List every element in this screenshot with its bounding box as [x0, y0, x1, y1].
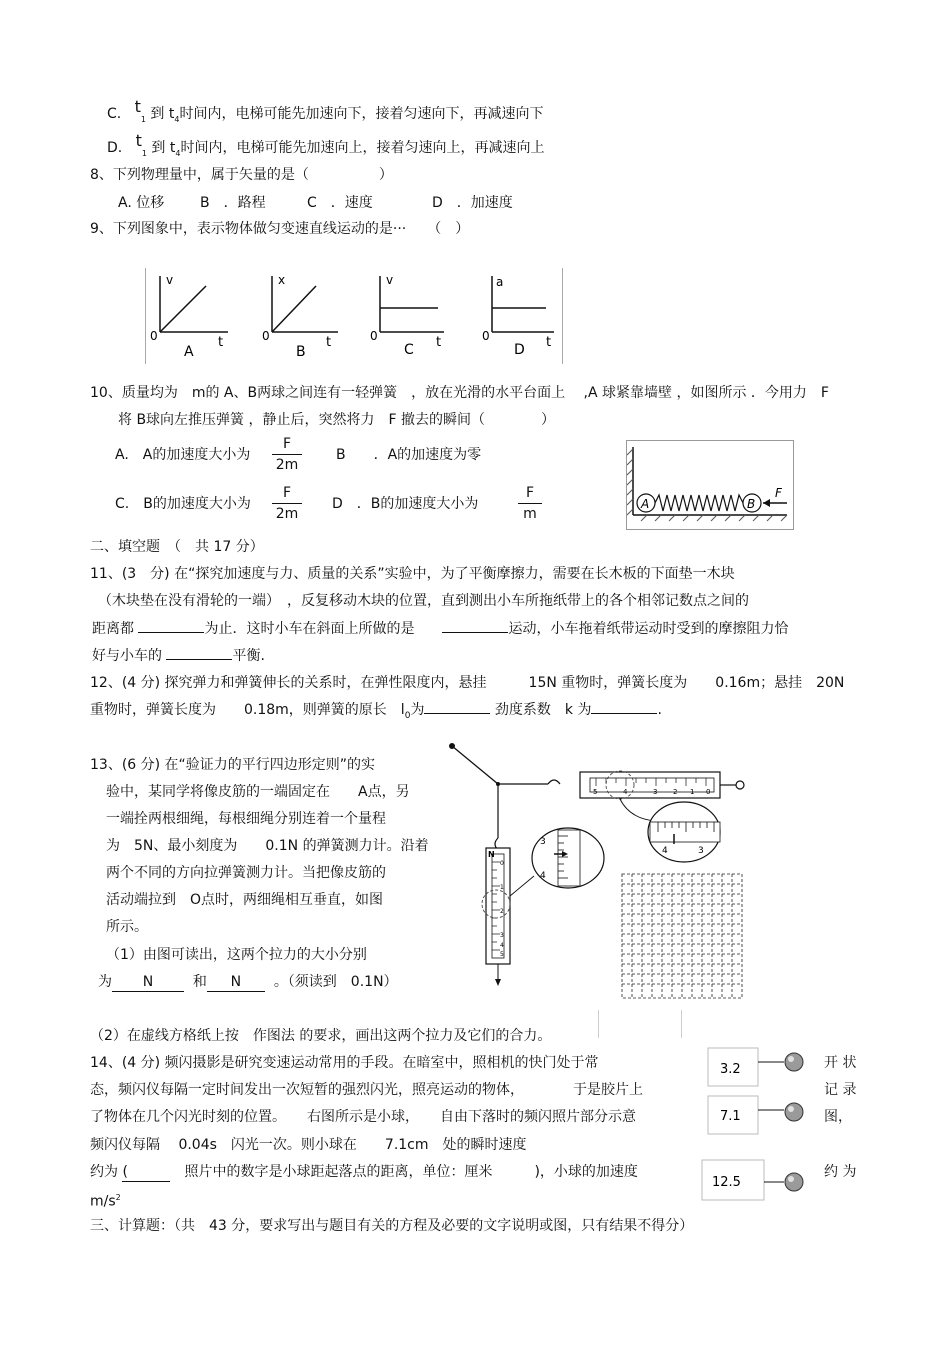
q9-graphs-svg — [146, 268, 562, 364]
q10-spring-figure — [626, 440, 794, 530]
q14-line3-right: 图， — [824, 1109, 852, 1125]
q11-line4: 好与小车的 平衡. — [92, 648, 265, 664]
svg-text:5: 5 — [593, 788, 598, 796]
q10-option-d: D ．B的加速度大小为 — [332, 496, 479, 512]
q13-figure-svg — [440, 736, 750, 1010]
q14-strobe-figure — [700, 1044, 820, 1204]
graph-d — [482, 275, 554, 358]
graph-c-xaxis: t — [436, 335, 442, 350]
q9-stem: 9、下列图象中，表示物体做匀变速直线运动的是··· （ ） — [90, 221, 470, 237]
dashed-grid-paper — [622, 874, 742, 998]
section-3-title: 三、计算题：（共 43 分，要求写出与题目有关的方程及必要的文字说明或图，只有结果不得分） — [90, 1218, 694, 1234]
graph-a-label: A — [184, 344, 194, 360]
svg-text:2: 2 — [500, 908, 504, 915]
horizontal-zoom — [648, 802, 720, 862]
ball-a-label: A — [641, 497, 650, 511]
q13-answer-line: 为 N 和 N 。（须读到 0.1N） — [98, 974, 398, 990]
q14-line4: 频闪仪每隔 0.04s 闪光一次。则小球在 7.1cm 处的瞬时速度 — [90, 1137, 527, 1153]
graph-c-origin: 0 — [370, 329, 378, 343]
q8-option-d: D ．加速度 — [432, 195, 513, 211]
q9-graphs — [145, 268, 563, 364]
q14-line2-right: 记 录 — [824, 1082, 857, 1098]
q10-line2: 将 B球向左推压弹簧 ，静止后，突然将力 F 撤去的瞬间（ ） — [118, 412, 556, 428]
svg-text:0: 0 — [706, 788, 711, 796]
q14-line1-right: 开 状 — [824, 1055, 857, 1071]
svg-text:4: 4 — [500, 942, 504, 949]
q14-line2: 态，频闪仪每隔一定时间发出一次短暂的强烈闪光，照亮运动的物体， 于是胶片上 — [90, 1082, 643, 1098]
horizontal-spring-balance — [580, 771, 744, 799]
svg-text:1: 1 — [500, 884, 504, 891]
q13-blank-1[interactable]: N — [112, 973, 184, 992]
q8-option-b: B ．路程 — [200, 195, 266, 211]
q11-line2: （木块垫在没有滑轮的一端） ，反复移动木块的位置，直到测出小车所拖纸带上的各个相邻记数点之间的 — [98, 593, 749, 609]
mark-12-5 — [702, 1160, 803, 1200]
graph-c-yaxis: v — [386, 273, 394, 287]
graph-a — [150, 273, 228, 360]
graph-c-label: C — [404, 342, 414, 358]
q13-part2: （2）在虚线方格纸上按 作图法 的要求，画出这两个拉力及它们的合力。 — [90, 1028, 552, 1044]
q10-spring-svg — [627, 441, 793, 529]
q13-line-1: 验中，某同学将像皮筋的一端固定在 A点，另 — [106, 784, 410, 800]
q8-option-c: C ．速度 — [307, 195, 373, 211]
svg-text:7.1: 7.1 — [720, 1109, 741, 1124]
q8-stem: 8、下列物理量中，属于矢量的是（ ） — [90, 167, 393, 183]
q13-figure-edge — [598, 1010, 682, 1038]
q11-blank-1[interactable] — [138, 632, 204, 633]
section-2-title: 二、填空题 （ 共 17 分） — [90, 539, 264, 555]
graph-d-origin: 0 — [482, 329, 490, 343]
graph-a-yaxis: v — [166, 273, 174, 287]
q11-line3: 距离都 为止．这时小车在斜面上所做的是 运动，小车拖着纸带运动时受到的摩擦阻力恰 — [92, 621, 789, 637]
q14-line5-right: 约 为 — [824, 1164, 857, 1180]
mark-3-2 — [708, 1048, 803, 1086]
svg-text:3: 3 — [500, 932, 504, 939]
q13-line-3: 为 5N、最小刻度为 0.1N 的弹簧测力计。沿着 — [106, 838, 429, 854]
q11-blank-3[interactable] — [166, 659, 232, 660]
vertical-spring-balance — [482, 848, 510, 986]
graph-b-xaxis: t — [326, 335, 332, 350]
graph-b — [262, 273, 338, 360]
svg-text:4: 4 — [662, 846, 668, 856]
q10-option-a-fraction: $\frac{F}{2m}$ — [272, 436, 302, 473]
q8-option-a: A. 位移 — [118, 195, 165, 211]
q13-line-6: 所示。 — [106, 919, 148, 935]
graph-b-yaxis: x — [278, 273, 286, 287]
graph-d-label: D — [514, 342, 525, 358]
q10-option-b: B ．A的加速度为零 — [336, 447, 482, 463]
svg-text:4: 4 — [623, 788, 628, 796]
q7-option-d: D. $t_1$ 到 $t_4$时间内，电梯可能先加速向上，接着匀速向上，再减速向上 — [107, 131, 545, 158]
graph-a-origin: 0 — [150, 329, 158, 343]
graph-b-origin: 0 — [262, 329, 270, 343]
svg-text:2: 2 — [673, 788, 678, 796]
graph-d-xaxis: t — [546, 335, 552, 350]
q12-line2: 重物时，弹簧长度为 0.18m，则弹簧的原长 $l_0$为 劲度系数 k 为 . — [90, 702, 662, 721]
q12-blank-length[interactable] — [424, 713, 490, 714]
svg-text:3: 3 — [698, 846, 704, 856]
q11-blank-2[interactable] — [442, 632, 508, 633]
svg-text:3: 3 — [653, 788, 658, 796]
q13-line-0: 13、(6 分) 在“验证力的平行四边形定则”的实 — [90, 757, 376, 773]
q14-line1: 14、(4 分) 频闪摄影是研究变速运动常用的手段。在暗室中，照相机的快门处于常 — [90, 1055, 599, 1071]
graph-d-yaxis: a — [496, 275, 504, 289]
q12-blank-k[interactable] — [591, 713, 657, 714]
q10-option-a: A. A的加速度大小为 — [115, 447, 251, 463]
svg-text:5: 5 — [500, 951, 504, 958]
q13-line-4: 两个不同的方向拉弹簧测力计。当把像皮筋的 — [106, 865, 386, 881]
svg-text:12.5: 12.5 — [712, 1175, 741, 1190]
svg-text:1: 1 — [690, 788, 695, 796]
force-label: F — [775, 486, 782, 500]
q14-blank-velocity[interactable]: ( — [122, 1163, 170, 1182]
q10-option-d-fraction: $\frac{F}{m}$ — [518, 485, 542, 522]
q11-line1: 11、(3 分) 在“探究加速度与力、质量的关系”实验中，为了平衡摩擦力，需要在长木板的下面垫一木块 — [90, 566, 735, 582]
svg-text:3: 3 — [540, 837, 546, 847]
q12-line1: 12、(4 分) 探究弹力和弹簧伸长的关系时，在弹性限度内，悬挂 15N 重物时，弹簧长度为 0.16m；悬挂 20N — [90, 675, 845, 691]
q13-line-7: （1）由图可读出，这两个拉力的大小分别 — [106, 947, 367, 963]
svg-text:4: 4 — [540, 871, 546, 881]
q13-figure — [440, 736, 750, 1010]
q7-option-c: C. $t_1$ 到 $t_4$时间内，电梯可能先加速向下，接着匀速向下，再减速向下 — [107, 97, 544, 124]
graph-c — [370, 273, 444, 358]
q13-line-2: 一端拴两根细绳，每根细绳分别连着一个量程 — [106, 811, 386, 827]
q14-strobe-svg — [700, 1044, 820, 1204]
q14-line3: 了物体在几个闪光时刻的位置。 右图所示是小球， 自由下落时的频闪照片部分示意 — [90, 1109, 636, 1125]
graph-a-xaxis: t — [218, 335, 224, 350]
vertical-zoom — [532, 828, 604, 888]
svg-text:3.2: 3.2 — [720, 1062, 741, 1077]
q14-line6: $m/s^2$ — [90, 1193, 121, 1210]
q10-option-c-fraction: $\frac{F}{2m}$ — [272, 485, 302, 522]
q10-option-c: C. B的加速度大小为 — [115, 496, 251, 512]
ball-b-label: B — [747, 497, 756, 511]
q13-blank-2[interactable]: N — [207, 973, 265, 992]
mark-7-1 — [708, 1096, 803, 1134]
q13-line-5: 活动端拉到 O点时，两细绳相互垂直，如图 — [106, 892, 384, 908]
q14-line5: 约为 ( 照片中的数字是小球距起落点的距离，单位：厘米 )，小球的加速度 — [90, 1164, 638, 1180]
q10-line1: 10、质量均为 m的 A、B两球之间连有一轻弹簧 ，放在光滑的水平台面上 ,A 球紧靠墙壁 ，如图所示 ．今用力 F — [90, 385, 829, 401]
graph-b-label: B — [296, 344, 306, 360]
svg-text:0: 0 — [500, 860, 504, 867]
svg-text:N: N — [488, 850, 495, 859]
